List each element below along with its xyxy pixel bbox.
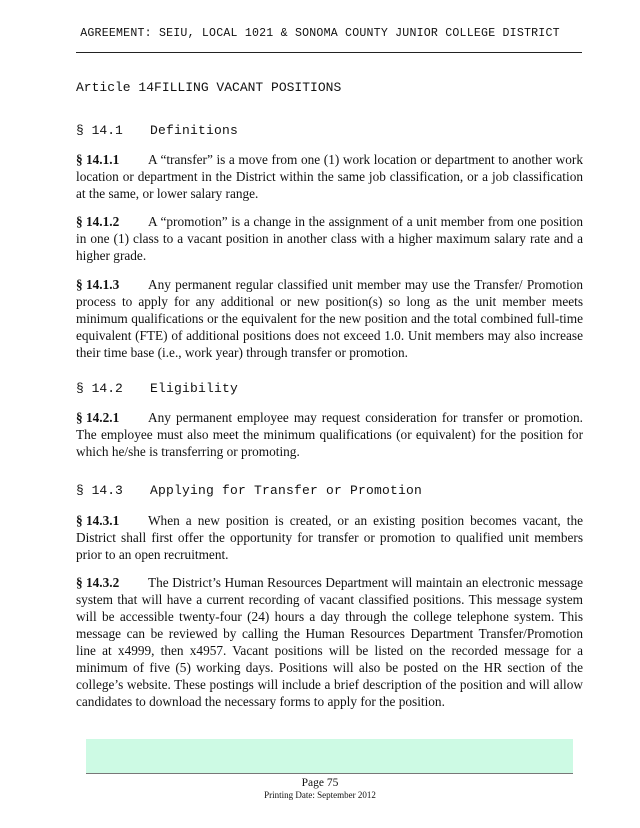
section-heading-14-1 <box>76 123 238 138</box>
paragraph-text: A “transfer” is a move from one (1) work location or department to another work location or department in the District within the same job classification, or a job classification at the same, or lower salary range. <box>76 152 583 201</box>
section-number: § 14.2 <box>76 381 123 396</box>
paragraph-text: When a new position is created, or an existing position becomes vacant, the District shall first offer the opportunity for transfer or promotion to qualified unit members prior to an open recruitment. <box>76 513 583 562</box>
paragraph-text: Any permanent employee may request consideration for transfer or promotion. The employee must also meet the minimum qualifications (or equivalent) for the position for which he/she is transferring or promoting. <box>76 410 583 459</box>
section-number: § 14.1 <box>76 123 123 138</box>
header-rule <box>76 52 582 53</box>
section-title: Applying for Transfer or Promotion <box>150 483 423 498</box>
paragraph-14-1-3 <box>76 276 583 361</box>
paragraph-14-1-1 <box>76 151 583 202</box>
paragraph-text: The District’s Human Resources Department will maintain an electronic message system that will have a current recording of vacant classified positions. This message system will be accessible twenty-four (24) hours a day through the college telephone system. This message can be reviewed by calling the Human Resources Department Transfer/Promotion line at x4999, then x4957. Vacant positions will be listed on the recorded message for a minimum of five (5) working days. Positions will also be posted on the HR section of the college’s website. These postings will include a brief description of the position and will allow candidates to download the necessary forms to apply for the position. <box>76 575 583 709</box>
paragraph-14-1-2 <box>76 213 583 264</box>
section-heading-14-3 <box>76 483 422 498</box>
printing-date: Printing Date: September 2012 <box>264 790 376 800</box>
article-title: Article 14FILLING VACANT POSITIONS <box>76 80 342 95</box>
paragraph-number: § 14.1.2 <box>76 214 120 229</box>
page-number: Page 75 <box>301 777 339 789</box>
footer-rule <box>86 773 573 774</box>
section-title: Definitions <box>150 123 239 138</box>
paragraph-number: § 14.2.1 <box>76 410 120 425</box>
paragraph-number: § 14.3.2 <box>76 575 120 590</box>
paragraph-text: A “promotion” is a change in the assignment of a unit member from one position in one (1) class to a vacant position in another class with a higher maximum salary rate and a higher grade. <box>76 214 583 263</box>
paragraph-number: § 14.1.1 <box>76 152 120 167</box>
paragraph-14-3-2 <box>76 574 583 710</box>
section-title: Eligibility <box>150 381 239 396</box>
paragraph-text: Any permanent regular classified unit member may use the Transfer/ Promotion process to apply for any additional or new position(s) so long as the unit member meets minimum qualifications or the equivalent for the new position and the total combined full-time equivalent (FTE) of additional positions does not exceed 1.0. Unit members may also increase their time base (i.e., work year) through transfer or promotion. <box>76 277 583 360</box>
section-heading-14-2 <box>76 381 238 396</box>
paragraph-number: § 14.3.1 <box>76 513 120 528</box>
section-number: § 14.3 <box>76 483 123 498</box>
paragraph-14-3-1 <box>76 512 583 563</box>
paragraph-number: § 14.1.3 <box>76 277 120 292</box>
paragraph-14-2-1 <box>76 409 583 460</box>
footer-highlight-box <box>86 739 573 773</box>
running-header: AGREEMENT: SEIU, LOCAL 1021 & SONOMA COUNTY JUNIOR COLLEGE DISTRICT <box>80 27 560 40</box>
